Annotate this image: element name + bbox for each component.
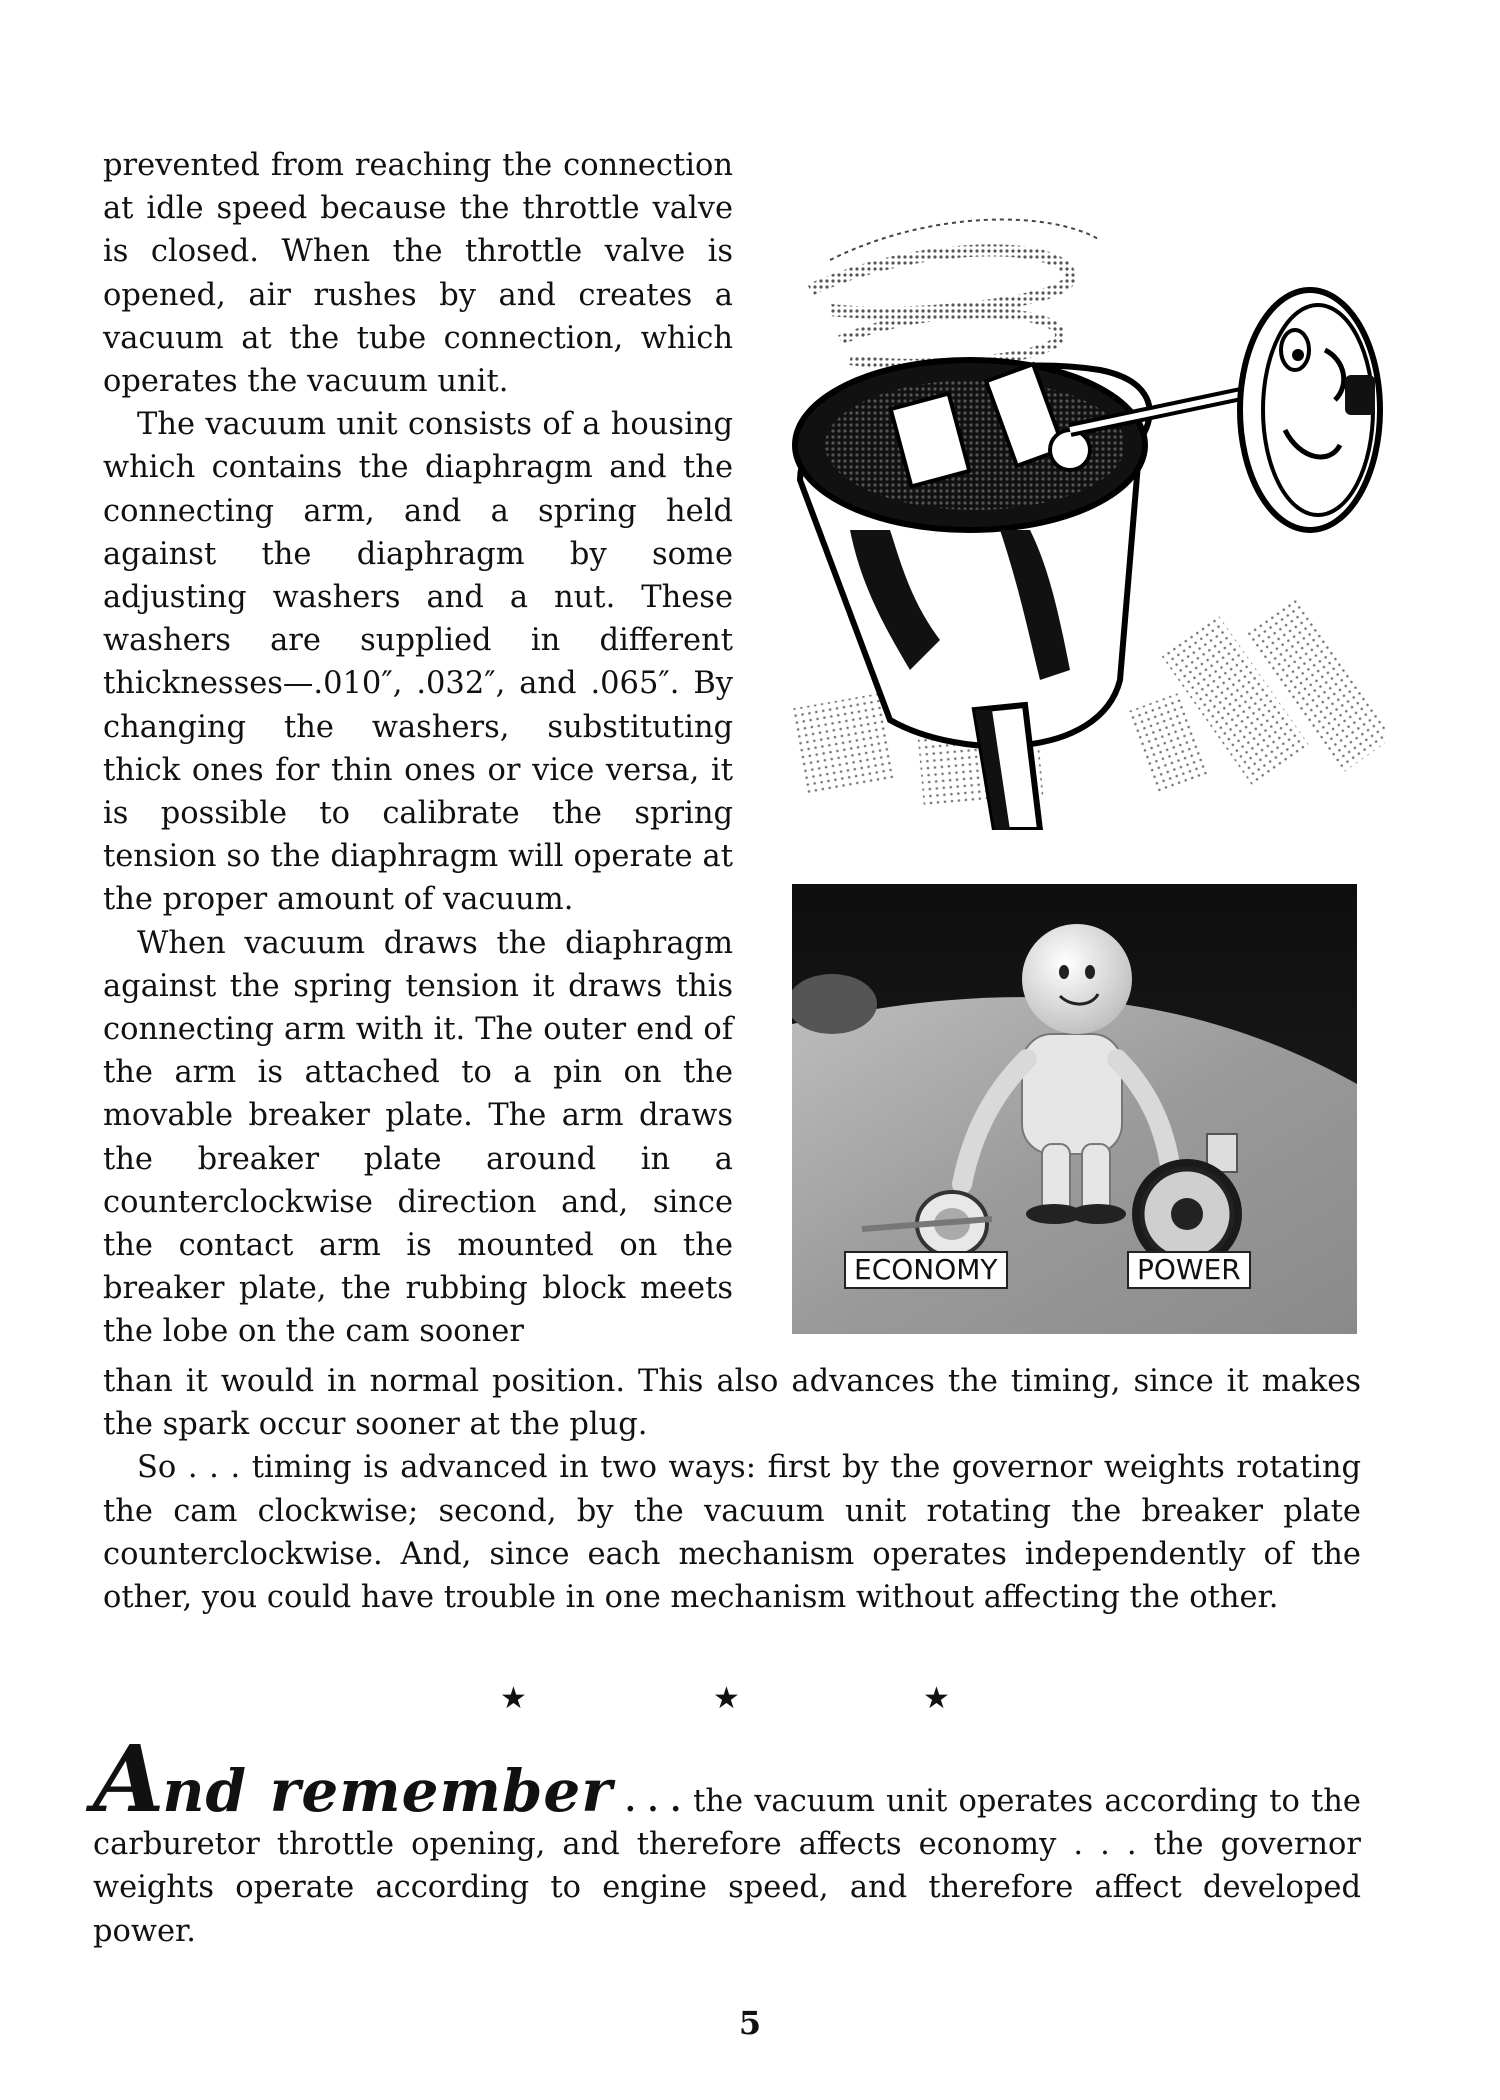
and-remember-initial: A (93, 1725, 163, 1833)
and-remember-dots: . . . (612, 1783, 694, 1819)
and-remember-text: the vacuum unit operates according to the carburetor throttle opening, and therefore affects economy . . . the governor weights operate according to engine speed, and therefore affect developed power. (93, 1784, 1361, 1949)
paragraph-4: than it would in normal position. This also advances the timing, since it makes the spark occur sooner at the plug. (103, 1364, 1361, 1443)
section-divider-stars (0, 1681, 1500, 1724)
column-text (103, 144, 733, 1354)
full-width-text (103, 1360, 1361, 1619)
economy-label: ECONOMY (844, 1251, 1008, 1289)
power-label: POWER (1127, 1251, 1251, 1289)
page-number: 5 (738, 2004, 762, 2042)
paragraph-5: So . . . timing is advanced in two ways: first by the governor weights rotating the cam clockwise; second, by the vacuum unit rotating the breaker plate counterclockwise. And, since each mechanism operates independently of the other, you could have trouble in one mechanism without affecting the other. (103, 1450, 1361, 1616)
and-remember-heading (93, 1725, 613, 1833)
star-icon: ★ (923, 1681, 950, 1716)
and-remember-script: nd remember (162, 1757, 613, 1825)
paragraph-1: prevented from reaching the connection at idle speed because the throttle valve is closed. When the throttle valve is opened, air rushes by and creates a vacuum at the tube connection, which operates the vacuum unit. (103, 148, 733, 400)
paragraph-2: The vacuum unit consists of a housing which contains the diaphragm and the connecting arm, and a spring held against the diaphragm by some adjusting washers and a nut. These washers are supplied in different thicknesses—.010″, .032″, and .065″. By changing the washers, substituting thick ones for thin ones or vice versa, it is possible to calibrate the spring tension so the diaphragm will operate at the proper amount of vacuum. (103, 407, 733, 918)
star-icon: ★ (713, 1681, 740, 1716)
and-remember-paragraph (93, 1725, 1361, 1953)
paragraph-3: When vacuum draws the diaphragm against the spring tension it draws this connecting arm with it. The outer end of the arm is attached to a pin on the movable breaker plate. The arm draws the breaker plate around in a counterclockwise direction and, since the contact arm is mounted on the breaker plate, the rubbing block meets the lobe on the cam sooner (103, 925, 733, 1350)
star-icon: ★ (500, 1681, 527, 1716)
vacuum-unit-illustration (770, 200, 1385, 830)
figurine-photo (792, 884, 1357, 1334)
